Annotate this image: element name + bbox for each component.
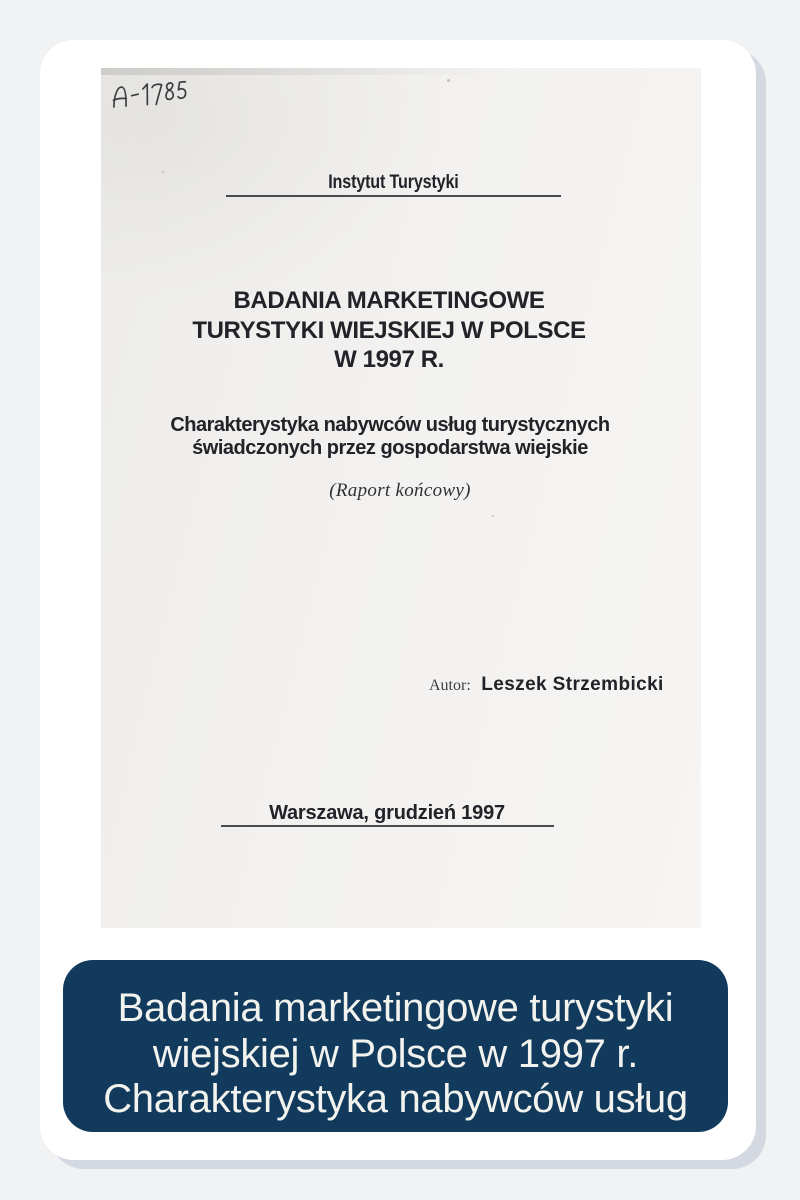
document-title-line: TURYSTYKI WIEJSKIEJ W POLSCE [192,316,586,344]
document-subtitle [101,414,679,459]
handwritten-catalog-number [108,74,194,118]
author-name: Leszek Strzembicki [481,674,664,695]
place-date-line: Warszawa, grudzień 1997 [269,802,505,824]
document-subtitle-line: świadczonych przez gospodarstwa wiejskie [192,436,588,459]
caption-line: Badania marketingowe turystyki [117,986,674,1030]
document-subtitle-line: Charakterystyka nabywców usług turystycznych [170,414,610,436]
document-title [101,286,677,375]
caption-line: Charakterystyka nabywców usług [103,1077,688,1121]
document-title-line: BADANIA MARKETINGOWE [233,287,545,314]
author-label: Autor: [429,677,471,694]
scan-speck [492,515,494,517]
institute-underline [226,195,561,197]
document-card [40,40,756,1160]
report-type: (Raport końcowy) [329,480,471,501]
author-line [429,674,664,696]
caption-box [63,960,728,1132]
document-title-line: W 1997 R. [334,346,444,373]
institute-name: Instytut Turystyki [328,172,459,193]
place-date-underline [221,825,554,827]
scan-speck [447,79,450,82]
caption-line: wiejskiej w Polsce w 1997 r. [152,1031,639,1076]
scanned-page [101,68,701,928]
